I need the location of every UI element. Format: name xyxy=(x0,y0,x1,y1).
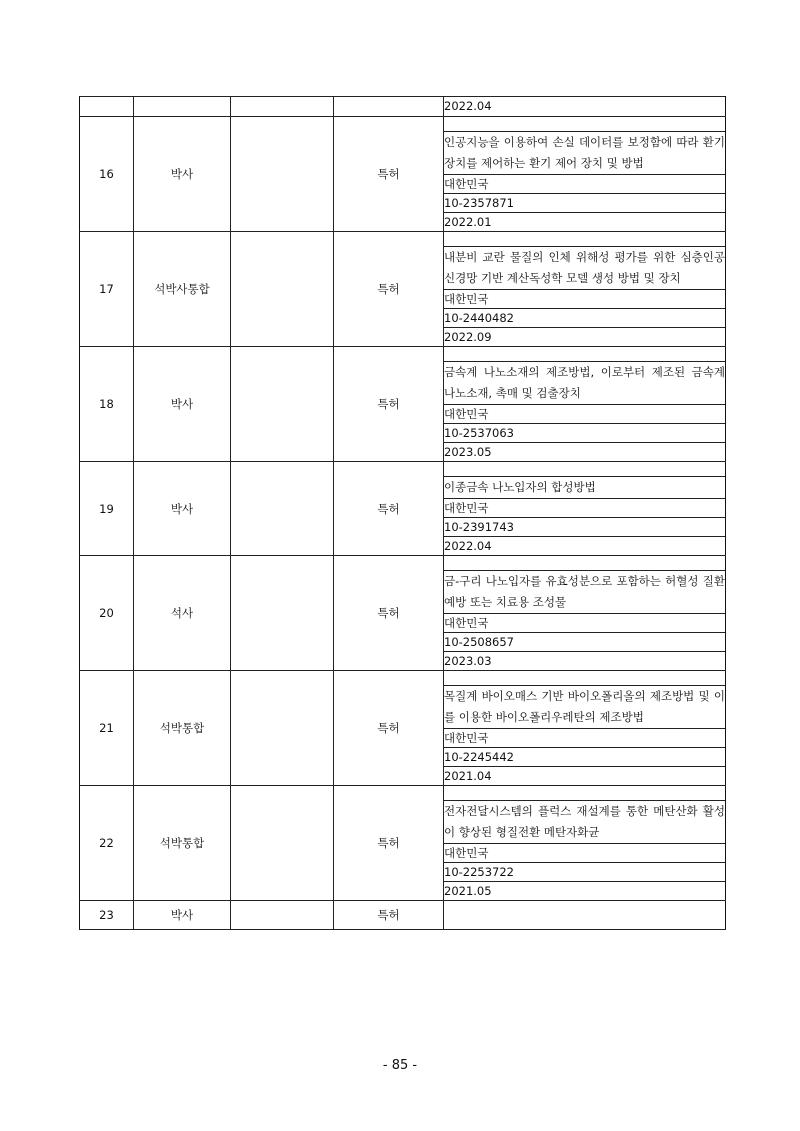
date-cell: 2023.05 xyxy=(444,445,492,459)
patent-title: 금-구리 나노입자를 유효성분으로 포함하는 허혈성 질환 예방 또는 치료용 조성물 xyxy=(444,571,725,614)
degree-cell: 석박통합 xyxy=(134,786,231,901)
patent-title: 이종금속 나노입자의 합성방법 xyxy=(444,477,725,499)
table-row xyxy=(80,347,726,462)
country-cell: 대한민국 xyxy=(444,729,725,748)
row-number: 22 xyxy=(80,786,134,901)
row-number: 17 xyxy=(80,232,134,347)
table-row xyxy=(80,786,726,901)
degree-cell: 박사 xyxy=(134,901,231,930)
date-cell: 2021.05 xyxy=(444,884,492,898)
country-cell: 대한민국 xyxy=(444,499,725,518)
date-cell: 2022.09 xyxy=(444,330,492,344)
patent-title: 목질계 바이오매스 기반 바이오폴리올의 제조방법 및 이를 이용한 바이오폴리우레탄의 제조방법 xyxy=(444,686,725,729)
table-row xyxy=(80,232,726,347)
blank-line xyxy=(444,347,725,362)
table-row xyxy=(80,97,726,117)
empty-cell xyxy=(231,786,334,901)
country-cell: 대한민국 xyxy=(444,844,725,863)
row-number: 20 xyxy=(80,556,134,671)
blank-line xyxy=(444,786,725,801)
registration-number: 10-2508657 xyxy=(444,633,725,652)
patent-table xyxy=(79,96,726,930)
type-cell: 특허 xyxy=(334,671,444,786)
empty-cell xyxy=(231,117,334,232)
country-cell: 대한민국 xyxy=(444,290,725,309)
degree-cell: 박사 xyxy=(134,117,231,232)
row-number: 16 xyxy=(80,117,134,232)
registration-number: 10-2253722 xyxy=(444,863,725,882)
table-row xyxy=(80,462,726,556)
table-row xyxy=(80,556,726,671)
date-cell: 2022.04 xyxy=(444,539,492,553)
degree-cell: 석박통합 xyxy=(134,671,231,786)
country-cell: 대한민국 xyxy=(444,614,725,633)
patent-title: 전자전달시스템의 플럭스 재설계를 통한 메탄산화 활성이 향상된 형질전환 메탄자화균 xyxy=(444,801,725,844)
table-row xyxy=(80,117,726,232)
registration-number: 10-2245442 xyxy=(444,748,725,767)
blank-line xyxy=(444,556,725,571)
patent-title: 내분비 교란 물질의 인체 위해성 평가를 위한 심층인공신경망 기반 계산독성학 모델 생성 방법 및 장치 xyxy=(444,247,725,290)
empty-cell xyxy=(231,671,334,786)
empty-cell xyxy=(231,901,334,930)
empty-cell xyxy=(231,232,334,347)
type-cell: 특허 xyxy=(334,786,444,901)
blank-line xyxy=(444,462,725,477)
row-number: 21 xyxy=(80,671,134,786)
country-cell: 대한민국 xyxy=(444,405,725,424)
date-cell: 2023.03 xyxy=(444,654,492,668)
detail-cell xyxy=(444,462,726,556)
detail-cell xyxy=(444,117,726,232)
type-cell: 특허 xyxy=(334,232,444,347)
registration-number: 10-2357871 xyxy=(444,194,725,213)
registration-number: 10-2391743 xyxy=(444,518,725,537)
detail-cell xyxy=(444,671,726,786)
empty-cell xyxy=(231,556,334,671)
type-cell: 특허 xyxy=(334,117,444,232)
table-row xyxy=(80,671,726,786)
type-cell: 특허 xyxy=(334,347,444,462)
date-cell: 2021.04 xyxy=(444,769,492,783)
patent-title: 인공지능을 이용하여 손실 데이터를 보정함에 따라 환기 장치를 제어하는 환기 제어 장치 및 방법 xyxy=(444,132,725,175)
date-cell: 2022.04 xyxy=(444,99,492,113)
empty-cell xyxy=(231,347,334,462)
detail-cell xyxy=(444,347,726,462)
date-cell: 2022.01 xyxy=(444,215,492,229)
row-number: 18 xyxy=(80,347,134,462)
blank-line xyxy=(444,671,725,686)
degree-cell: 박사 xyxy=(134,347,231,462)
degree-cell: 박사 xyxy=(134,462,231,556)
detail-cell xyxy=(444,556,726,671)
empty-cell xyxy=(231,462,334,556)
detail-cell xyxy=(444,786,726,901)
page-number: - 85 - xyxy=(382,1058,418,1073)
type-cell: 특허 xyxy=(334,556,444,671)
registration-number: 10-2440482 xyxy=(444,309,725,328)
patent-title: 금속계 나노소재의 제조방법, 이로부터 제조된 금속계 나노소재, 촉매 및 검출장치 xyxy=(444,362,725,405)
row-number: 23 xyxy=(80,901,134,930)
row-number: 19 xyxy=(80,462,134,556)
country-cell: 대한민국 xyxy=(444,175,725,194)
table-row xyxy=(80,901,726,930)
type-cell: 특허 xyxy=(334,901,444,930)
degree-cell: 석사 xyxy=(134,556,231,671)
blank-line xyxy=(444,117,725,132)
detail-cell xyxy=(444,232,726,347)
detail-cell xyxy=(444,901,726,930)
registration-number: 10-2537063 xyxy=(444,424,725,443)
degree-cell: 석박사통합 xyxy=(134,232,231,347)
blank-line xyxy=(444,232,725,247)
type-cell: 특허 xyxy=(334,462,444,556)
